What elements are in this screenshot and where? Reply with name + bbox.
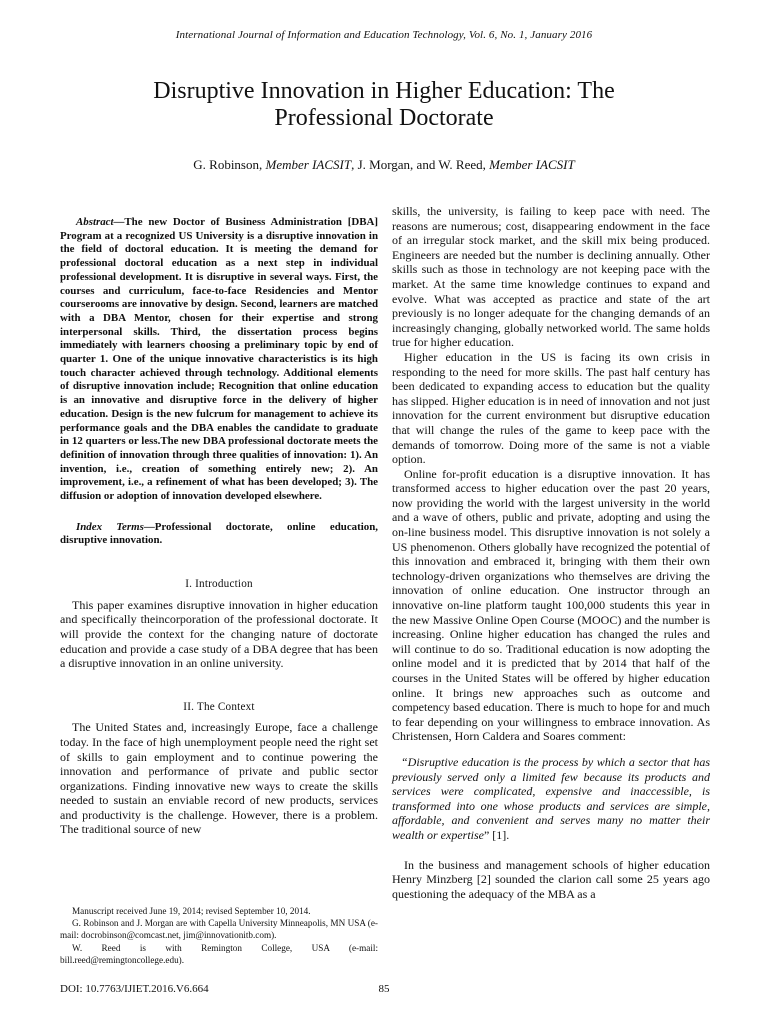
author-line bbox=[0, 157, 768, 173]
index-terms-label: Index Terms bbox=[76, 520, 144, 533]
quote-text: “Disruptive education is the process by which a sector that has previously served only a limited few because its products and services were complicated, expensive and inaccessible, is transformed into one whose products and services are simple, affordable, and convenient and serves many no matter their wealth or expertise bbox=[392, 754, 710, 842]
author-1: G. Robinson, bbox=[193, 157, 266, 172]
doi: DOI: 10.7763/IJIET.2016.V6.664 bbox=[60, 983, 209, 995]
footnote-affiliation-2: W. Reed is with Remington College, USA (e-mail: bill.reed@remingtoncollege.edu). bbox=[60, 942, 378, 965]
title-line-1: Disruptive Innovation in Higher Education: The bbox=[153, 78, 615, 104]
footnote-manuscript: Manuscript received June 19, 2014; revised September 10, 2014. bbox=[72, 906, 311, 916]
right-paragraph-1: skills, the university, is failing to keep pace with need. The reasons are numerous; cost, disappearing endowment in the face of an irregular stock market, and the skill mix being produced. Engineers are needed but the number is declining annually. Other skills such as those in technology are not keeping pace with the market. At the same time knowledge continues to expand and evolve. What was accepted as practice and state of the art previously is no longer adequate for the changing demands of an increasingly changing, globally networked world. The same holds true for higher education. bbox=[392, 204, 710, 350]
author-3-membership: Member IACSIT bbox=[489, 157, 575, 172]
context-paragraph: The United States and, increasingly Europe, face a challenge today. In the face of high unemployment people need the right set of skills to gain employment and to continue powering the innovation and performance of private and public sector organizations. Finding innovative new ways to create the skills needed to sustain an enviable record of new products, services and productivity is the challenge. However, there is a problem. The traditional source of new bbox=[60, 720, 378, 837]
quote-citation: ” [1]. bbox=[483, 827, 510, 842]
index-terms bbox=[60, 521, 378, 548]
left-column bbox=[60, 203, 378, 837]
page-number: 85 bbox=[378, 983, 390, 995]
footnote-affiliation-1: G. Robinson and J. Morgan are with Capella University Minneapolis, MN USA (e-mail: docrobinson@comcast.net, jim@innovationitb.com). bbox=[60, 918, 378, 941]
block-quote bbox=[392, 755, 710, 843]
author-2-3: , J. Morgan, and W. Reed, bbox=[351, 157, 490, 172]
introduction-paragraph: This paper examines disruptive innovation in higher education and specifically theincorporation of the professional doctorate. It will provide the context for the changing nature of doctorate education and provide a case study of a DBA degree that has been a disruptive innovation in an online university. bbox=[60, 597, 378, 671]
right-column bbox=[392, 204, 710, 901]
index-terms-text: —Professional doctorate, online education, disruptive innovation. bbox=[60, 520, 378, 547]
title-line-2: Professional Doctorate bbox=[274, 105, 494, 131]
abstract bbox=[60, 216, 378, 504]
section-heading-introduction: I. Introduction bbox=[185, 578, 253, 591]
right-paragraph-2: Higher education in the US is facing its own crisis in responding to the need for more skills. The past half century has been dedicated to expanding access to education but the quality has slipped. Higher education is in need of innovation and not just innovation for the current environment but disruptive education that will change the rules of the game to keep pace with the demands of tomorrow. Doing more of the same is not a viable option. bbox=[392, 349, 710, 467]
abstract-label: Abstract bbox=[76, 216, 114, 228]
journal-header: International Journal of Information and Education Technology, Vol. 6, No. 1, January 2016 bbox=[175, 29, 593, 41]
author-1-membership: Member IACSIT bbox=[265, 157, 352, 172]
section-heading-context: II. The Context bbox=[183, 700, 255, 713]
footnotes bbox=[60, 905, 378, 966]
right-paragraph-4: In the business and management schools of higher education Henry Minzberg [2] sounded the clarion call some 25 years ago questioning the adequacy of the MBA as a bbox=[392, 857, 710, 901]
abstract-text: —The new Doctor of Business Administration [DBA] Program at a recognized US University is a disruptive innovation in the field of doctoral education. It is meeting the demand for professional doctoral education as a next step in individual professional development. It is disruptive in several ways. First, the courses and curriculum, face-to-face Residencies and Mentor courserooms are innovative by design. Second, learners are matched with a DBA Mentor, chosen for their expertise and strong interpersonal skills. Third, the dissertation process begins immediately with learners choosing a preliminary topic by end of quarter 1. One of the unique innovative characteristics is its high touch character achieved through technology. Additional elements of disruptive innovation include; Recognition that online education is an innovative and disruptive force in the delivery of higher education. Design is the new fulcrum for management to achieve its performance goals and the DBA enables the candidate to graduate in 12 quarters or less.The new DBA professional doctorate meets the definition of innovation through three qualities of innovation: 1). An invention, i.e., creation of something entirely new; 2). An improvement, i.e., a refinement of what has been developed; 3). The diffusion or adoption of innovation developed elsewhere. bbox=[60, 216, 378, 503]
paper-title bbox=[80, 78, 688, 132]
right-paragraph-3: Online for-profit education is a disruptive innovation. It has transformed access to higher education over the past 20 years, now providing the world with the largest university in the world and a wave of others, public and private, adopting and using the on-line business model. This disruptive innovation is not solely a US phenomenon. Others globally have recognized the potential of this innovation and embraced it, bringing with them their own technology-driven organizations who themselves are driving the innovation of online education. One instructor through an innovative on-line platform taught 100,000 students this year in the new Massive Online Open Course (MOOC) and the number is increasing. Online higher education has changed the rules and will continue to do so. Traditional education is now adopting the online model and it is predicted that by 2014 that half of the courses in the United States will be offered by higher education online. It brings new approaches such as outcome and competency based education. There is much to hope for and much to fear depending on your willingness to embrace innovation. As Christensen, Horn Caldera and Soares comment: bbox=[392, 466, 711, 744]
